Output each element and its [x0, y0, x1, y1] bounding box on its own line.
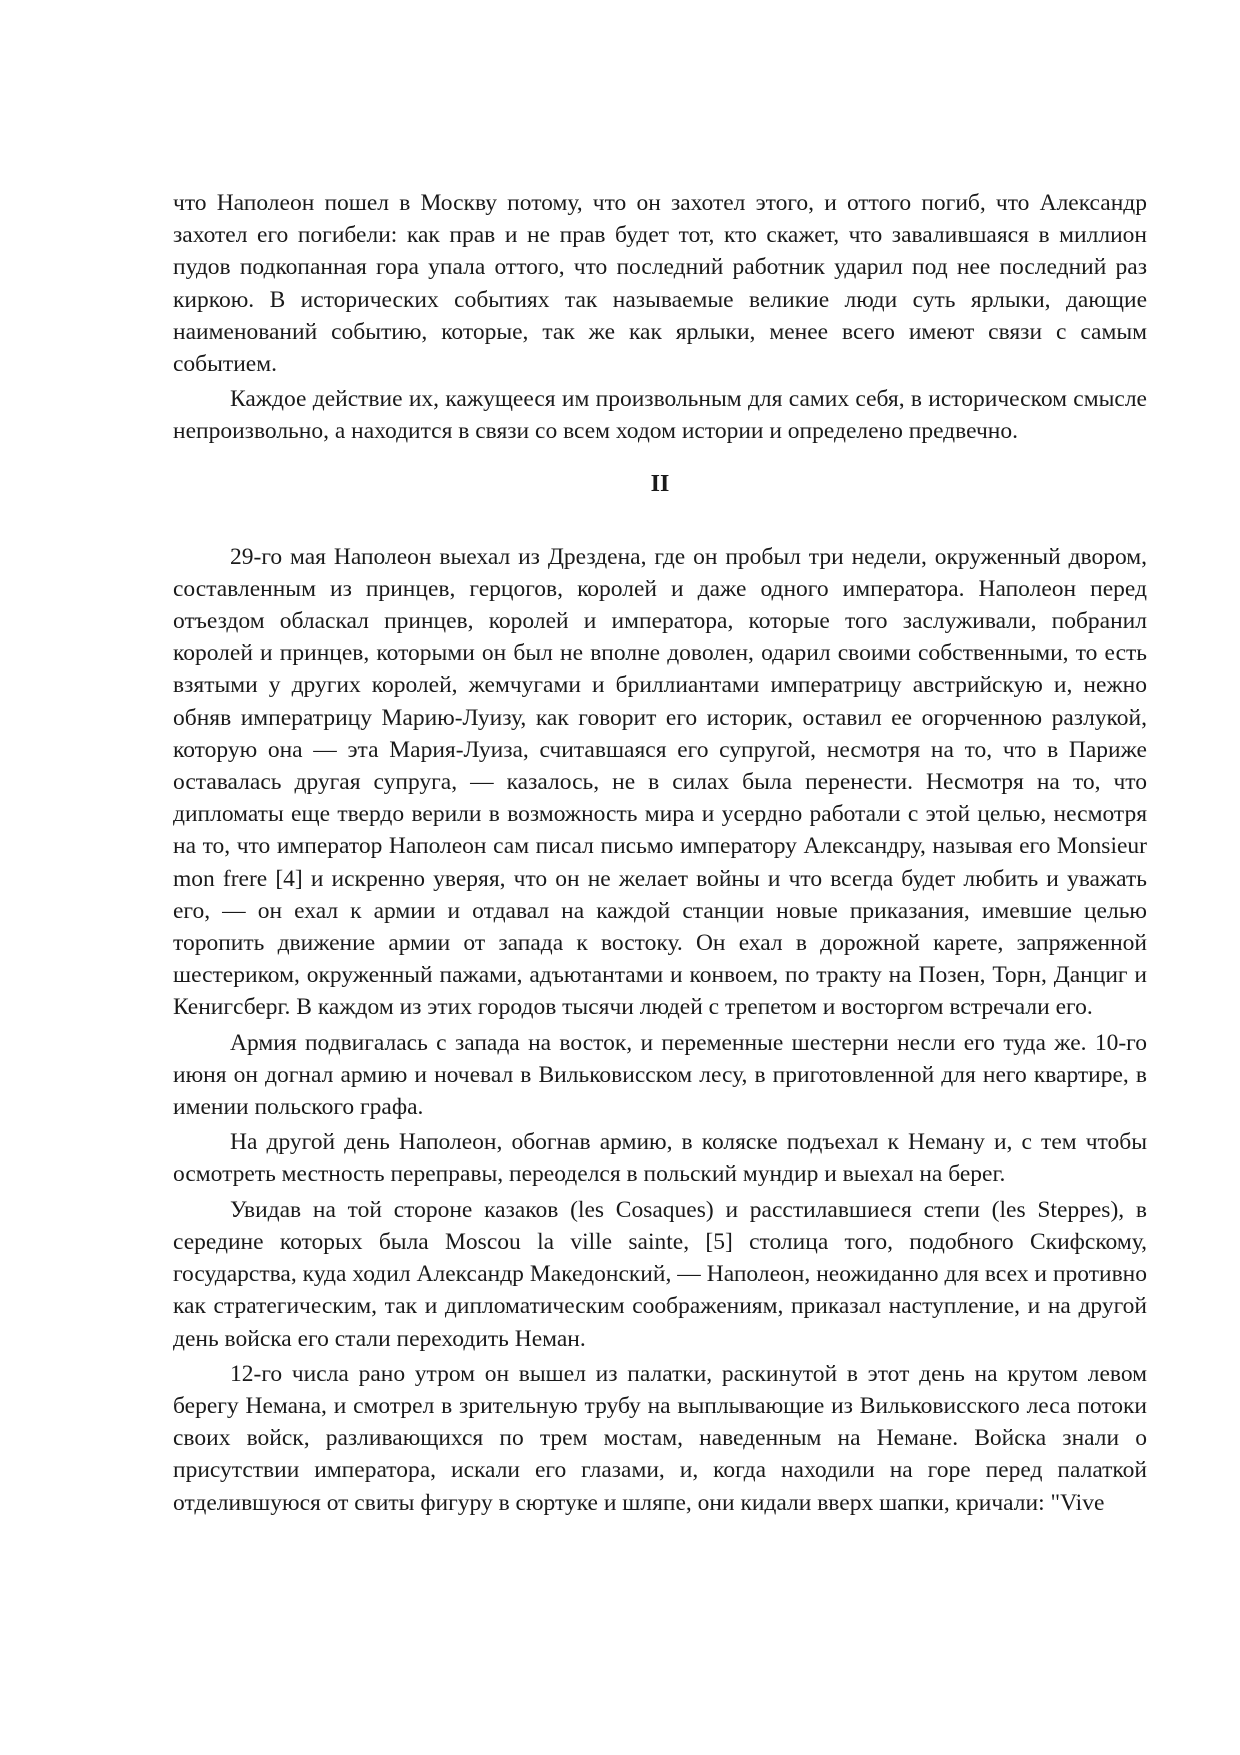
- document-body: [173, 187, 1147, 1522]
- paragraph: Каждое действие их, кажущееся им произвольным для самих себя, в историческом смысле непроизвольно, а находится в связи со всем ходом истории и определено предвечно.: [173, 386, 1147, 445]
- paragraph: 29-го мая Наполеон выехал из Дрездена, где он пробыл три недели, окруженный двором, составленным из принцев, герцогов, королей и даже одного императора. Наполеон перед отъездом обласкал принцев, королей и императора, которые того заслуживали, побранил королей и принцев, которыми он был не вполне доволен, одарил своими собственными, то есть взятыми у других королей, жемчугами и бриллиантами императрицу австрийскую и, нежно обняв императрицу Марию-Луизу, как говорит его историк, оставил ее огорченною разлукой, которую она — эта Мария-Луиза, считавшаяся его супругой, несмотря на то, что в Париже оставалась другая супруга, — казалось, не в силах была перенести. Несмотря на то, что дипломаты еще твердо верили в возможность мира и усердно работали с этой целью, несмотря на то, что император Наполеон сам писал письмо императору Александру, называя его Monsieur mon frere [4] и искренно уверяя, что он не желает войны и что всегда будет любить и уважать его, — он ехал к армии и отдавал на каждой станции новые приказания, имевшие целью торопить движение армии от запада к востоку. Он ехал в дорожной карете, запряженной шестериком, окруженный пажами, адъютантами и конвоем, по тракту на Позен, Торн, Данциг и Кенигсберг. В каждом из этих городов тысячи людей с трепетом и восторгом встречали его.: [173, 543, 1147, 1021]
- paragraph: Увидав на той стороне казаков (les Cosaques) и расстилавшиеся степи (les Steppes), в середине которых была Moscou la ville sainte, [5] столица того, подобного Скифскому, государства, куда ходил Александр Македонский, — Наполеон, неожиданно для всех и противно как стратегическим, так и дипломатическим соображениям, приказал наступление, и на другой день войска его стали переходить Неман.: [173, 1196, 1147, 1352]
- paragraph: На другой день Наполеон, обогнав армию, в коляске подъехал к Неману и, с тем чтобы осмотреть местность переправы, переоделся в польский мундир и выехал на берег.: [173, 1129, 1147, 1188]
- chapter-heading: II: [650, 470, 670, 497]
- paragraph-continuation: что Наполеон пошел в Москву потому, что он захотел этого, и оттого погиб, что Александр захотел его погибели: как прав и не прав будет тот, кто скажет, что завалившаяся в миллион пудов подкопанная гора упала оттого, что последний работник ударил под нее последний раз киркою. В исторических событиях так называемые великие люди суть ярлыки, дающие наименований событию, которые, так же как ярлыки, менее всего имеют связи с самым событием.: [173, 190, 1147, 378]
- paragraph: Армия подвигалась с запада на восток, и переменные шестерни несли его туда же. 10-го июня он догнал армию и ночевал в Вильковисском лесу, в приготовленной для него квартире, в имении польского графа.: [173, 1029, 1147, 1121]
- paragraph-final-truncated: 12-го числа рано утром он вышел из палатки, раскинутой в этот день на крутом левом берегу Немана, и смотрел в зрительную трубу на выплывающие из Вильковисского леса потоки своих войск, разливающихся по трем мостам, наведенным на Немане. Войска знали о присутствии императора, искали его глазами, и, когда находили на горе перед палаткой отделившуюся от свиты фигуру в сюртуке и шляпе, они кидали вверх шапки, кричали: "Vive: [173, 1360, 1147, 1516]
